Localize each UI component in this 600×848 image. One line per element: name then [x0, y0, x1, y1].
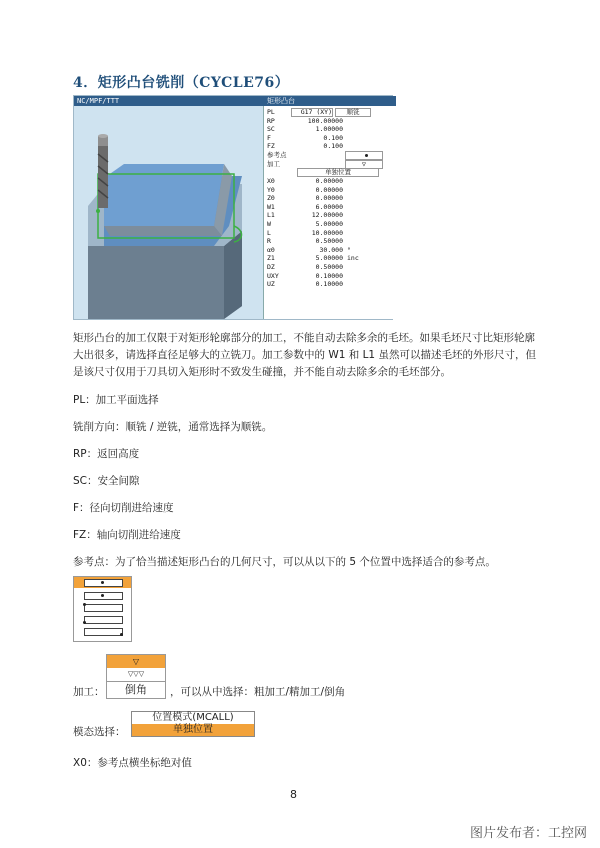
param-value[interactable]: 0.100 — [323, 133, 343, 142]
param-label: L1 — [267, 211, 275, 220]
cnc-panel-title: 矩形凸台 — [263, 96, 396, 106]
param-label: UXY — [267, 271, 279, 280]
param-value[interactable]: 6.00000 — [315, 202, 343, 211]
ref-option-selected[interactable] — [74, 577, 131, 588]
param-label: 加工 — [267, 159, 280, 168]
param-label: Y0 — [267, 185, 275, 194]
cnc-parameter-panel — [263, 106, 393, 319]
mode-option-single[interactable]: 单独位置 — [132, 724, 254, 736]
ref-option-bottom-right[interactable] — [74, 626, 131, 637]
param-value[interactable]: 100.00000 — [307, 116, 343, 125]
param-value[interactable]: 0.00000 — [315, 194, 343, 203]
param-label: SC — [267, 125, 275, 134]
param-label: PL — [267, 108, 275, 116]
param-unit: ° — [347, 245, 351, 254]
ref-center-dot-icon — [101, 581, 104, 584]
machining-options-box — [106, 654, 166, 699]
param-value[interactable]: 0.50000 — [315, 237, 343, 246]
param-value[interactable]: 10.00000 — [311, 228, 343, 237]
param-extra[interactable]: 顺铣 — [335, 108, 371, 117]
ref-description: 参考点：为了恰当描述矩形凸台的几何尺寸，可以从以下的 5 个位置中选择适合的参考点。 — [73, 556, 496, 568]
param-value[interactable]: 0.10000 — [315, 271, 343, 280]
param-label: DZ — [267, 263, 275, 271]
mode-options-box — [131, 711, 255, 737]
ref-corner-dot-icon — [83, 603, 86, 606]
cnc-screenshot — [73, 95, 393, 320]
cnc-path-label: NC/MPF/TTT — [74, 96, 263, 106]
cnc-3d-graphic — [74, 106, 262, 319]
param-value[interactable]: 0.100 — [323, 142, 343, 151]
sc-description: SC：安全间隙 — [73, 475, 140, 487]
x0-description: X0：参考点横坐标绝对值 — [73, 757, 192, 769]
ref-point-list — [73, 576, 132, 642]
mode-prefix: 模态选择： — [73, 726, 126, 738]
watermark: 图片发布者：工控网 — [470, 826, 588, 841]
position-mode-selector[interactable]: 单独位置 — [297, 168, 379, 177]
param-value[interactable]: 30.000 — [319, 245, 343, 254]
machining-option-chamfer[interactable]: 倒角 — [107, 681, 165, 698]
ref-option-center[interactable] — [74, 590, 131, 601]
page-number: 8 — [290, 788, 297, 801]
param-value[interactable]: 0.10000 — [315, 280, 343, 289]
pl-description: PL：加工平面选择 — [73, 394, 159, 406]
param-label: FZ — [267, 142, 275, 151]
fz-description: FZ：轴向切削进给速度 — [73, 529, 181, 541]
ref-option-top-left[interactable] — [74, 602, 131, 613]
param-label: RP — [267, 116, 275, 125]
rp-description: RP：返回高度 — [73, 448, 140, 460]
intro-paragraph: 矩形凸台的加工仅限于对矩形轮廓部分的加工，不能自动去除多余的毛坯。如果毛坯尺寸比矩形轮廓大出很多，请选择直径足够大的立铣刀。加工参数中的 W1 和 L1 虽然可以描述毛坯的外形尺寸，但是该尺寸仅用于刀具切入矩形时不致发生碰撞，并不能自动去除多余的毛坯部分。 — [73, 332, 536, 378]
param-label: L — [267, 228, 271, 237]
param-label: F — [267, 133, 271, 142]
f-description: F：径向切削进给速度 — [73, 502, 174, 514]
machining-prefix: 加工： — [73, 686, 105, 698]
machining-option-finish[interactable]: ▽▽▽ — [127, 670, 145, 678]
param-label: X0 — [267, 177, 275, 185]
param-label: W1 — [267, 202, 275, 211]
param-value[interactable]: 5.00000 — [315, 220, 343, 228]
ref-option-bottom-left[interactable] — [74, 614, 131, 625]
param-label: Z1 — [267, 254, 275, 263]
param-value[interactable]: 0.00000 — [315, 185, 343, 194]
param-label: Z0 — [267, 194, 275, 203]
param-label: 参考点 — [267, 151, 287, 159]
machining-option-rough[interactable]: ▽ — [107, 655, 165, 668]
section-heading: 4．矩形凸台铣削（CYCLE76） — [73, 75, 290, 91]
ref-center-dot-icon — [101, 594, 104, 597]
direction-description: 铣削方向：顺铣 / 逆铣，通常选择为顺铣。 — [73, 421, 273, 433]
machining-suffix: ，可以从中选择：粗加工/精加工/倒角 — [170, 686, 346, 698]
param-label: R — [267, 237, 271, 246]
param-value[interactable]: 0.50000 — [315, 263, 343, 271]
param-label: W — [267, 220, 271, 228]
machining-selector[interactable]: ▽ — [345, 160, 383, 169]
param-label: UZ — [267, 280, 275, 289]
param-value[interactable]: G17 (XY) — [291, 108, 333, 117]
param-unit: inc — [347, 254, 359, 263]
mode-option-mcall[interactable]: 位置模式(MCALL) — [132, 712, 254, 724]
param-value[interactable]: 5.00000 — [315, 254, 343, 263]
ref-dot-icon — [365, 154, 368, 157]
param-value[interactable]: 1.00000 — [315, 125, 343, 134]
param-value[interactable]: 12.00000 — [311, 211, 343, 220]
ref-corner-dot-icon — [120, 633, 123, 636]
param-label: α0 — [267, 245, 275, 254]
ref-corner-dot-icon — [83, 621, 86, 624]
param-value[interactable]: 0.00000 — [315, 177, 343, 185]
